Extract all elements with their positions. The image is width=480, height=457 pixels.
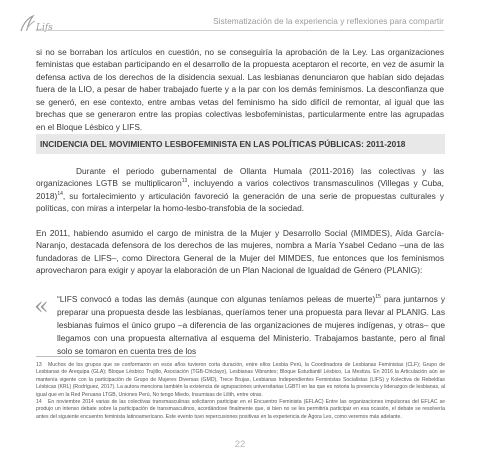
quote-text: “LIFS convocó a todas las demás (aunque con algunas teníamos peleas de muerte)$^{15}$ para juntarnos y preparar una propuesta desde las lesbianas, queríamos tener una propuesta para llevar al PLANIG. Las lesbianas fuimos el único grupo –a diferencia de las organizaciones de mujeres indígenas, y otras– que llegamos con una propuesta alternativa al esquema del Ministerio. Trabajamos bastante, pero al final solo se tomaron en cuenta tres de los <box>57 294 445 356</box>
section-heading-bar <box>36 134 445 154</box>
svg-text:Lifs: Lifs <box>36 23 53 33</box>
page-number: 22 <box>234 439 246 450</box>
intro-paragraph: si no se borraban los artículos en cuestión, no se conseguiría la aprobación de la Ley. Las organizaciones feministas que estaban participando en el desarrollo de la propuesta aceptaron el recorte, en vez de asumir la defensa activa de los derechos de la disidencia sexual. Las lesbianas denunciaron que habían sido dejadas fuera de la LIO, a pesar de haber trabajado fuerte y a la par con los demás feminismos. La desconfianza que se generó, en ese contexto, entre ambas vetas del feminismo ha sido difícil de remontar, al igual que las brechas que se generaron entre las propias colectivas lesbofeministas, particularmente entre las agrupadas en el Bloque Lésbico y LIFS. <box>36 47 444 132</box>
footnote-13: 13 Muchos de los grupos que se conformaron en esos años tuvieron corta duración, entre ellos Lesbia Perú, la Coordinadora de Lesbianas Feministas (CLF); Grupo de Lesbianas de Arequipa (GLA); Bloque Lésbico Trujillo, Asociación (TGB-Chiclayo), Lesbianas Vibrantes; Bloque Estudiantil Lésbico, La Mestiza. En 2016 la Articulación aún se mantenía vigente con la participación de Grupo de Mujeres Diversas (GMD), Trece Brujas, Lesbianas Independientes Feministas Socialistas (LIFS) y Kolectiva de Rebeldías Lésbicas (KRL) (Rodríguez, 2017). La autora menciona también la existencia de agrupaciones universitarias LGBTI en las que es notoria la presencia y liderazgos de lesbianas, al igual que en la Red Peruana LTGB, Uniones Perú, No tengo Miedo, Insumisas de Lilith, entre otras. <box>36 362 445 398</box>
running-head: Sistematización de la experiencia y reflexiones para compartir <box>213 16 444 26</box>
lifs-logo <box>18 14 58 34</box>
section-body <box>36 165 444 277</box>
section-heading: INCIDENCIA DEL MOVIMIENTO LESBOFEMINISTA EN LAS POLÍTICAS PÚBLICAS: 2011-2018 <box>40 139 406 149</box>
footnote-ref-15[interactable]: 15 <box>375 294 381 301</box>
section-paragraph-1: Durante el periodo gubernamental de Ollanta Humala (2011-2016) las colectivas y las organizaciones LGTB se multiplicaron$^{13}$, incluyendo a varios colectivos transmasculinos (Villegas y Cuba, 2018)$^{14}$, su fortalecimiento y articulación favoreció la generación de una serie de propuestas culturales y políticas, con miras a interpelar la homo-lesbo-transfobia de la sociedad. <box>36 166 444 214</box>
footnotes <box>36 362 445 421</box>
footnote-14: 14 En noviembre 2014 varias de las colectivas transmasculinas solicitaron participar en el Encuentro Feminista (EFLAC) Entre las organizaciones impulsoras del EFLAC se produjo un intenso debate sobre la participación de transmasculinos, acordándose finalmente que, si bien no se les permitiría participar en esa ocasión, el debate se resolvería antes del siguiente encuentro feminista latinoamericano. Este evento tuvo repercusiones positivas en la experiencia de Ágora Les, como veremos más adelante. <box>36 399 445 420</box>
footnote-ref-13[interactable]: 13 <box>181 178 188 185</box>
intro-paragraph-block <box>36 46 444 133</box>
section-paragraph-2: En 2011, habiendo asumido el cargo de ministra de la Mujer y Desarrollo Social (MIMDES), Aída García-Naranjo, destacada defensora de los derechos de las mujeres, nombra a María Ysabel Cedano –una de las fundadoras de LIFS–, como Directora General de la Mujer del MIMDES, fue entonces que los feminismos aprovecharon para exigir y apoyar la elaboración de un Plan Nacional de Igualdad de Género (PLANIG): <box>36 227 444 276</box>
page-header <box>0 0 480 40</box>
quote-mark-icon: « <box>34 292 49 320</box>
header-rule <box>36 30 444 31</box>
block-quote <box>57 293 445 358</box>
footnote-ref-14[interactable]: 14 <box>57 191 63 198</box>
footnote-rule <box>36 356 196 357</box>
